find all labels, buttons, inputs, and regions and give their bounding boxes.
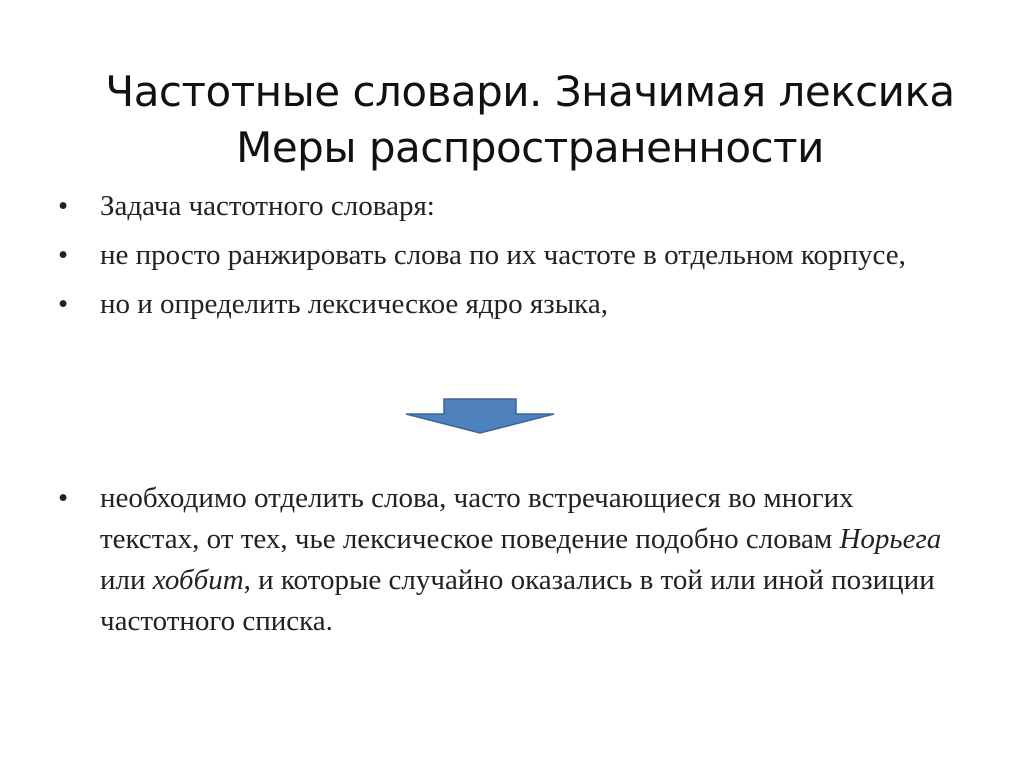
slide-title: [40, 64, 1020, 176]
bullet-marker: •: [58, 190, 69, 222]
bullet-text-part: , и которые случайно оказались в той или иной позиции частотного списка.: [100, 564, 935, 637]
bullet-text-part: или: [100, 564, 153, 596]
italic-word-noriega: Норьега: [839, 523, 942, 555]
bullet-text: но и определить лексическое ядро языка,: [100, 288, 608, 320]
bullet-list-bottom: [56, 478, 956, 652]
bullet-text: не просто ранжировать слова по их частоте в отдельном корпусе,: [100, 239, 906, 271]
bullet-item: [56, 187, 956, 226]
bullet-marker: •: [58, 239, 69, 271]
bullet-text-part: необходимо отделить слова, часто встречающиеся во многих текстах, от тех, чье лексическое поведение подобно словам: [100, 482, 854, 555]
italic-word-hobbit: хоббит: [152, 564, 244, 596]
bullet-item: [56, 285, 956, 324]
title-line-2: Меры распространенности: [236, 123, 824, 173]
bullet-text: [100, 482, 941, 637]
bullet-item: [56, 478, 956, 642]
bullet-item: [56, 236, 956, 275]
down-arrow-icon: [404, 398, 556, 434]
down-arrow-shape: [406, 399, 554, 433]
bullet-text: Задача частотного словаря:: [100, 190, 435, 222]
bullet-marker: •: [58, 482, 69, 514]
title-line-1: Частотные словари. Значимая лексика: [105, 67, 955, 117]
bullet-marker: •: [58, 288, 69, 320]
bullet-list-top: [56, 187, 956, 334]
